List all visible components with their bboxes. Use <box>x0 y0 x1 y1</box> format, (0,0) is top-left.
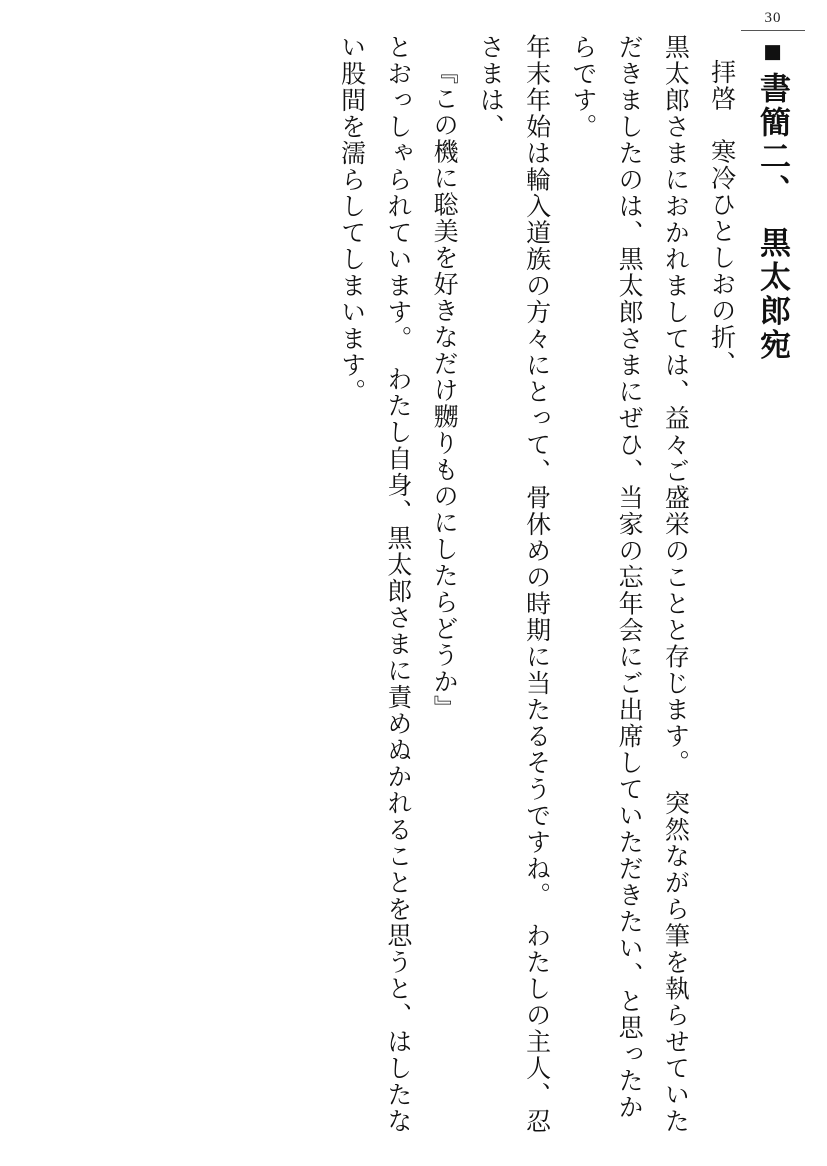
vertical-text-body <box>41 34 801 1142</box>
paragraph-4-quote: 『この機に聡美を好きなだけ嬲りものにしたらどうか』 <box>430 59 458 722</box>
paragraph-5: とおっしゃられています。 わたし自身、黒太郎さまに責めぬかれることを思うと、はしたない股間を濡らしてしまいます。 <box>337 34 411 1135</box>
paragraph-2: 黒太郎さまにおかれましては、益々ご盛栄のことと存じます。 突然ながら筆を執らせていただきましたのは、黒太郎さまにぜひ、当家の忘年会にご出席していただきたい、と思ったからです。 <box>568 34 689 1135</box>
page-number: 30 <box>741 10 805 31</box>
paragraph-1: 拝啓 寒冷ひとしおの折、 <box>707 59 735 377</box>
chapter-title: ■書簡二、 黒太郎宛 <box>755 34 790 363</box>
paragraph-3: 年末年始は輪入道族の方々にとって、骨休めの時期に当たるそうですね。 わたしの主人、忍さまは、 <box>476 34 550 1135</box>
